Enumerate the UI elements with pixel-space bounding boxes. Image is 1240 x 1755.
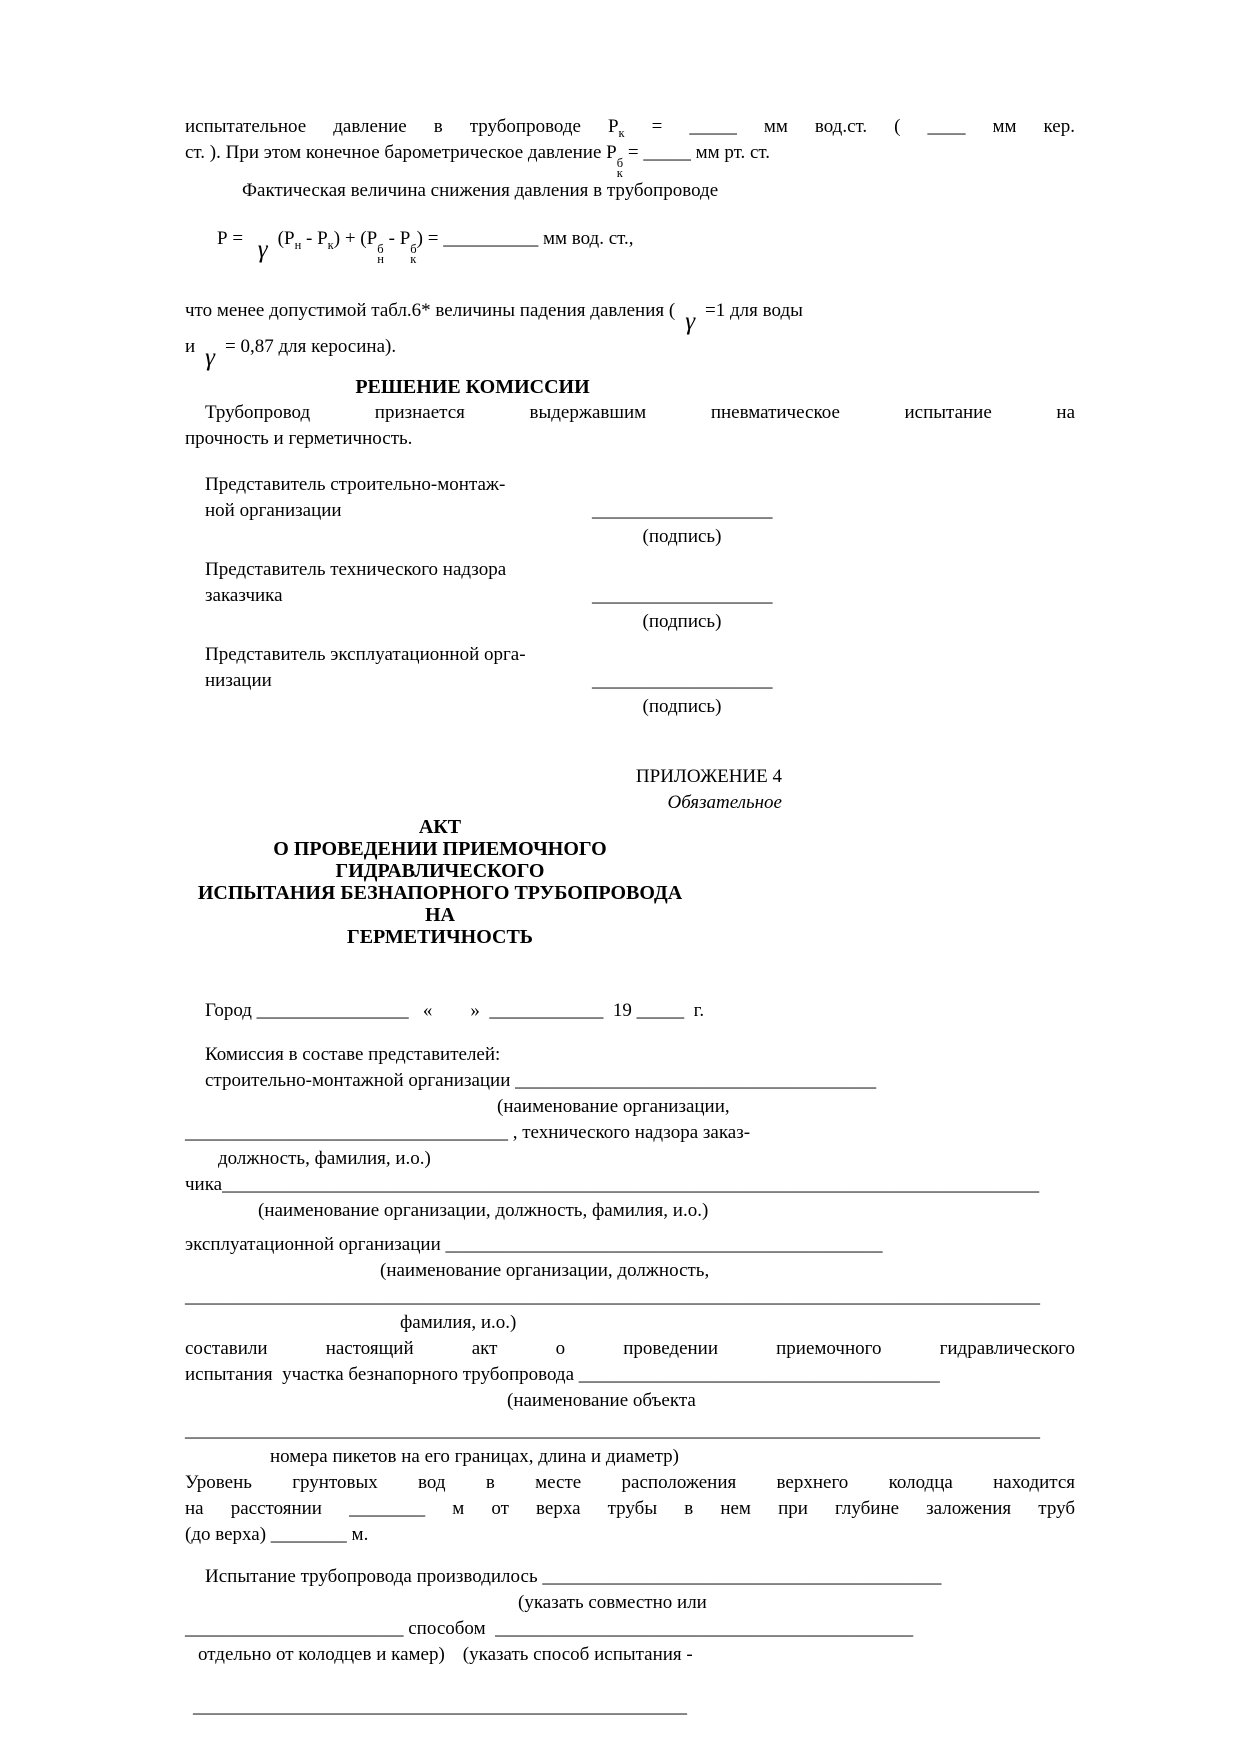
intro-line2-text: ст. ). При этом конечное барометрическое давление Р: [185, 142, 617, 163]
pressure-subscript: к: [618, 126, 625, 140]
test-caption-row: [185, 1642, 1075, 1668]
expl-line: эксплуатационной организации ______________________________________________: [185, 1234, 883, 1255]
made-line-3: __________________________________________________________________________________________: [185, 1420, 1040, 1441]
act-title: [185, 816, 695, 948]
signature-line: ___________________: [592, 670, 773, 691]
test-caption-2a: отдельно от колодцев и камер): [198, 1644, 445, 1665]
signature-label-line: заказчика: [205, 585, 283, 606]
expl-caption-2: фамилия, и.о.): [400, 1312, 517, 1333]
allowable-value: = 0,87 для керосина).: [225, 336, 397, 357]
chika-caption: (наименование организации, должность, фамилия, и.о.): [258, 1200, 709, 1221]
signature-field: [592, 583, 772, 635]
signature-label-line: ной организации: [205, 500, 342, 521]
signature-label-line: Представитель технического надзора: [205, 559, 507, 580]
chika-line: чика______________________________________________________________________________________: [185, 1174, 1040, 1195]
tn-line: __________________________________ , технического надзора заказ-: [185, 1122, 751, 1143]
pressure-subscript: к: [616, 166, 623, 180]
signature-block: [185, 472, 1075, 720]
formula-term: - Р: [383, 228, 411, 249]
allowable-line-2: и γ = 0,87 для керосина).: [185, 336, 397, 371]
test-caption-1: (указать совместно или: [518, 1592, 707, 1613]
made-caption-1: (наименование объекта: [507, 1390, 696, 1411]
expl-caption: (наименование организации, должность,: [380, 1260, 710, 1281]
annex-number: ПРИЛОЖЕНИЕ 4: [635, 766, 782, 787]
groundwater-line-3: (до верха) ________ м.: [185, 1524, 369, 1545]
formula-result-blank: ) = __________ мм вод. ст.,: [416, 228, 634, 249]
annex-type: Обязательное: [667, 792, 782, 813]
formula-subscript-n: н: [377, 252, 384, 266]
formula-term: - Р: [301, 228, 328, 249]
act-title-line: О ПРОВЕДЕНИИ ПРИЕМОЧНОГО ГИДРАВЛИЧЕСКОГО: [273, 838, 607, 882]
formula-subscript-k: к: [327, 238, 334, 252]
smo-caption: (наименование организации,: [497, 1096, 730, 1117]
decision-line-2: прочность и герметичность.: [185, 428, 413, 449]
tn-caption: должность, фамилия, и.о.): [218, 1148, 431, 1169]
formula-term: (Р: [277, 228, 295, 249]
test-line-2: _______________________ способом ____________________________________________: [185, 1618, 914, 1639]
intro-line-3: Фактическая величина снижения давления в трубопроводе: [242, 180, 719, 201]
intro-line1-blank: = _____ мм вод.ст. ( ____ мм кер.: [624, 116, 1075, 137]
signature-field: [592, 668, 772, 720]
signature-label-line: Представитель строительно-монтаж-: [205, 474, 506, 495]
signature-label: [185, 472, 592, 550]
decision-line-1: Трубопровод признается выдержавшим пневматическое испытание на: [205, 402, 1075, 423]
act-title-line: ГЕРМЕТИЧНОСТЬ: [346, 926, 534, 948]
formula-lhs: Р =: [217, 228, 248, 249]
made-line-2: испытания участка безнапорного трубопровода ______________________________________: [185, 1364, 940, 1385]
signature-line: ___________________: [592, 500, 773, 521]
formula-term: ) + (Р: [333, 228, 378, 249]
intro-line1-text: испытательное давление в трубопроводе Р: [185, 116, 619, 137]
document-page: [185, 0, 1075, 1720]
allowable-line-1: что менее допустимой табл.6* величины падения давления ( γ =1 для воды: [185, 300, 803, 335]
pressure-superscript: б: [616, 156, 624, 170]
signature-caption: (подпись): [642, 611, 722, 632]
signature-field: [592, 498, 772, 550]
formula-subscript-k: к: [410, 252, 417, 266]
act-title-line: ИСПЫТАНИЯ БЕЗНАПОРНОГО ТРУБОПРОВОДА НА: [197, 882, 683, 926]
groundwater-line-1: Уровень грунтовых вод в месте расположения верхнего колодца находится: [185, 1472, 1075, 1493]
signature-label: [185, 642, 592, 720]
pressure-formula: Р = γ $(Р_н - Р_к) + (Р$ б н - Р б к ) = __________ мм вод. ст.,: [217, 228, 634, 266]
intro-line-1: [185, 114, 1075, 140]
signature-label-line: Представитель эксплуатационной орга-: [205, 644, 526, 665]
signature-row: [185, 642, 1075, 720]
test-line-1: Испытание трубопровода производилось __________________________________________: [205, 1566, 942, 1587]
smo-line: строительно-монтажной организации ______________________________________: [205, 1070, 877, 1091]
commission-intro: Комиссия в составе представителей:: [205, 1044, 501, 1065]
city-date-line: Город ________________ « » ____________ 19 _____ г.: [205, 1000, 705, 1021]
test-caption-2b: (указать способ испытания -: [462, 1644, 693, 1665]
act-title-line: АКТ: [418, 816, 462, 838]
allowable-value: =1 для воды: [705, 300, 803, 321]
signature-label-line: низации: [205, 670, 272, 691]
intro-line-2: [185, 140, 1075, 178]
formula-superscript-b: б: [410, 242, 417, 256]
groundwater-line-2: на расстоянии ________ м от верха трубы в нем при глубине заложения труб: [185, 1498, 1075, 1519]
expl-line-2: __________________________________________________________________________________________: [185, 1286, 1040, 1307]
formula-subscript-n: н: [294, 238, 302, 252]
signature-line: ___________________: [592, 585, 773, 606]
signature-caption: (подпись): [642, 526, 722, 547]
allowable-text: что менее допустимой табл.6* величины падения давления (: [185, 300, 676, 321]
signature-caption: (подпись): [642, 696, 722, 717]
signature-row: [185, 472, 1075, 550]
formula-superscript-b: б: [377, 242, 384, 256]
annex-block: [185, 764, 782, 816]
commission-decision-heading: РЕШЕНИЕ КОМИССИИ: [355, 376, 590, 398]
signature-label: [185, 557, 592, 635]
allowable-text: и: [185, 336, 196, 357]
signature-row: [185, 557, 1075, 635]
intro-line2-blank: = _____ мм рт. ст.: [623, 142, 771, 163]
made-caption-2: номера пикетов на его границах, длина и диаметр): [270, 1446, 679, 1467]
formula-sup-sub: [377, 244, 384, 264]
made-line-1: составили настоящий акт о проведении приемочного гидравлического: [185, 1338, 1075, 1359]
final-blank-line: ____________________________________________________: [193, 1696, 687, 1717]
